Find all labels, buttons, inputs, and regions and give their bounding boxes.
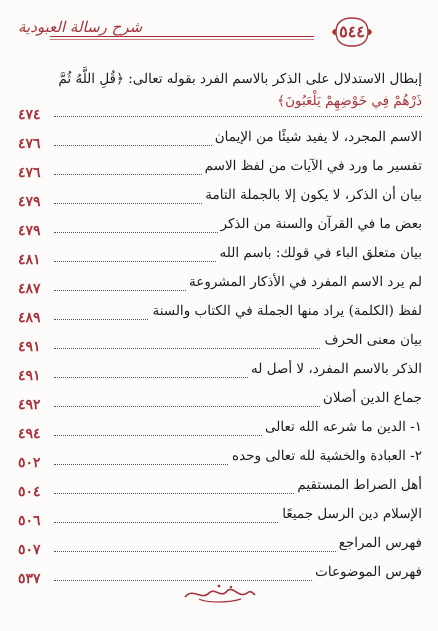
toc-entry — [18, 474, 422, 503]
toc-entry — [18, 329, 422, 358]
toc-entry — [18, 300, 422, 329]
toc-entry-page: ٥٣٧ — [18, 571, 44, 587]
toc-entry-title: تفسير ما ورد في الآيات من لفظ الاسم — [202, 157, 422, 175]
toc-entry-title: بيان متعلق الباء في قولك: باسم الله — [217, 244, 422, 262]
toc-entry — [18, 242, 422, 271]
toc-entry-page: ٤٧٩ — [18, 223, 44, 239]
toc-entry — [18, 184, 422, 213]
toc-entry-page: ٤٧٦ — [18, 165, 44, 181]
toc-entry-page: ٥٠٧ — [18, 542, 44, 558]
running-title: شرح رسالة العبودية — [18, 18, 143, 36]
toc-entry-title: إبطال الاستدلال على الذكر بالاسم الفرد بقوله تعالى: ﴿قُلِ اللَّهُ ثُمَّ — [55, 70, 422, 88]
toc-entry — [18, 358, 422, 387]
toc-entry — [18, 416, 422, 445]
dot-leader — [54, 116, 422, 117]
toc-entry-title: الذكر بالاسم المفرد، لا أصل له — [248, 360, 422, 378]
toc-entry-title-continued: ذَرْهُمْ فِي خَوْضِهِمْ يَلْعَبُونَ﴾ — [274, 92, 422, 110]
toc-entry — [18, 387, 422, 416]
toc-entry — [18, 213, 422, 242]
toc-entry-page: ٥٠٤ — [18, 484, 44, 500]
toc-entry-page: ٤٧٤ — [18, 107, 44, 123]
toc-entry-title: الإسلام دين الرسل جميعًا — [279, 505, 422, 523]
header-rule-secondary — [50, 39, 314, 40]
page-header — [18, 12, 422, 52]
toc-entry-page: ٤٨٧ — [18, 281, 44, 297]
toc-entry-title: أهل الصراط المستقيم — [294, 476, 422, 494]
toc-entry — [18, 126, 422, 155]
toc-entry-title: الاسم المجرد، لا يفيد شيئًا من الإيمان — [212, 128, 422, 146]
toc-entry-title: بعض ما في القرآن والسنة من الذكر — [218, 215, 423, 233]
toc-entry — [18, 445, 422, 474]
table-of-contents — [18, 68, 422, 590]
page-number: ٥٤٤ — [339, 22, 365, 41]
toc-entry-page: ٤٨١ — [18, 252, 44, 268]
header-rule — [50, 36, 314, 37]
toc-entry-title: جماع الدين أصلان — [320, 389, 422, 407]
toc-entry-title: بيان معنى الحرف — [321, 331, 422, 349]
toc-entry-page: ٤٧٩ — [18, 194, 44, 210]
calligraphy-ornament-icon — [179, 581, 259, 605]
toc-entry-title: فهرس المراجع — [336, 534, 422, 552]
toc-entry — [18, 68, 422, 126]
toc-entry — [18, 155, 422, 184]
toc-entry-page: ٥٠٦ — [18, 513, 44, 529]
toc-entry-title: بيان أن الذكر، لا يكون إلا بالجملة التامة — [202, 186, 422, 204]
toc-entry-page: ٤٨٩ — [18, 310, 44, 326]
toc-entry-page: ٤٩٤ — [18, 426, 44, 442]
toc-entry-page: ٤٩١ — [18, 368, 44, 384]
toc-entry-title: فهرس الموضوعات — [312, 563, 422, 581]
toc-entry-page: ٤٧٦ — [18, 136, 44, 152]
toc-entry — [18, 271, 422, 300]
toc-entry-title: ٢- العبادة والخشية لله تعالى وحده — [229, 447, 422, 465]
toc-entry — [18, 503, 422, 532]
toc-entry-title: ١- الدين ما شرعه الله تعالى — [262, 418, 422, 436]
toc-entry-page: ٥٠٢ — [18, 455, 44, 471]
toc-entry — [18, 532, 422, 561]
toc-entry-title: لفظ (الكلمة) يراد منها الجملة في الكتاب والسنة — [149, 302, 422, 320]
toc-entry-page: ٤٩٢ — [18, 397, 44, 413]
toc-entry-page: ٤٩١ — [18, 339, 44, 355]
toc-entry-title: لم يرد الاسم المفرد في الأذكار المشروعة — [186, 273, 422, 291]
page-number-badge — [330, 15, 374, 49]
